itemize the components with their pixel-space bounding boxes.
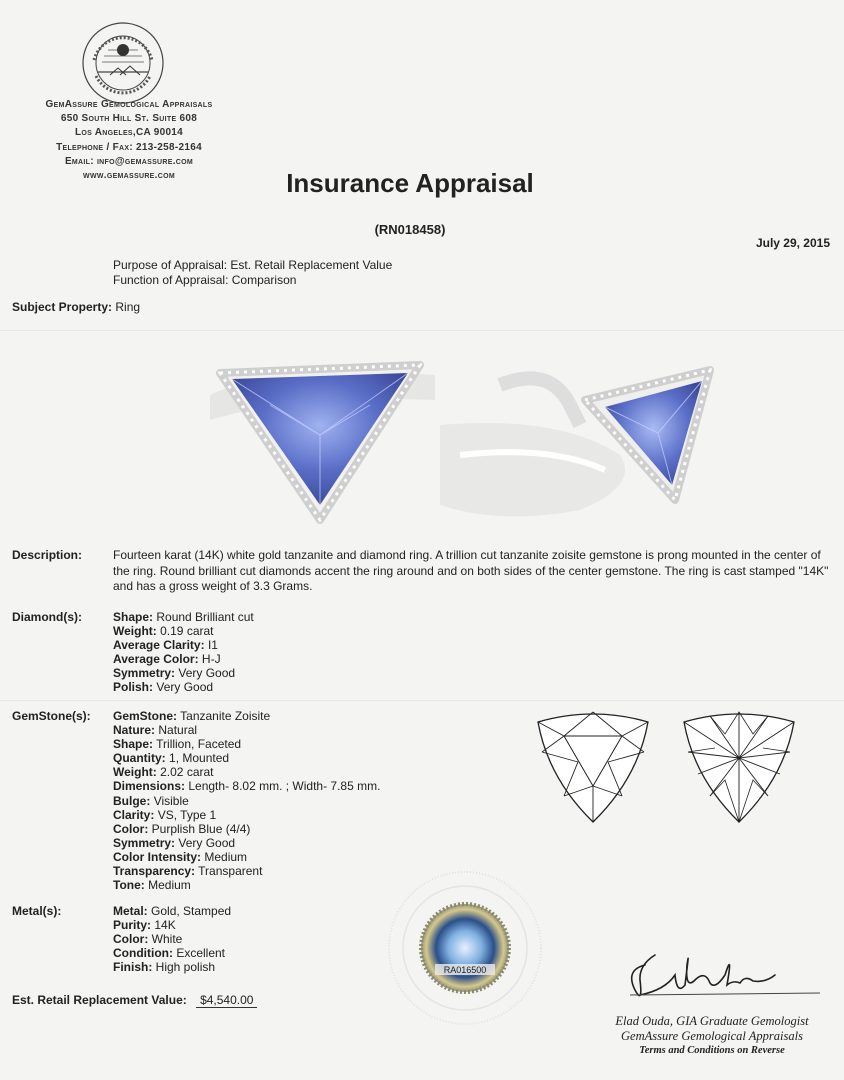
description-text: Fourteen karat (14K) white gold tanzanite and diamond ring. A trillion cut tanzanite zoisite gemstone is prong mounted in the center of the ring. Round brilliant cut diamonds accent the ring around and on both sides of the center gemstone. The ring is cast stamped "14K" and has a gross weight of 3.3 Grams. bbox=[113, 548, 829, 593]
value-label: Est. Retail Replacement Value: bbox=[12, 993, 187, 1007]
detail-row: Tone: Medium bbox=[113, 878, 191, 893]
document-title: Insurance Appraisal bbox=[286, 168, 534, 198]
subject-value: Ring bbox=[115, 300, 141, 314]
purpose-of-appraisal: Purpose of Appraisal: Est. Retail Replacement Value bbox=[113, 258, 393, 272]
gemstone-details bbox=[113, 709, 380, 892]
description-label: Description: bbox=[12, 548, 83, 562]
detail-row: Quantity: 1, Mounted bbox=[113, 751, 230, 766]
detail-row: Polish: Very Good bbox=[113, 680, 214, 695]
email: Email: info@gemassure.com bbox=[64, 155, 194, 167]
address-line-2: Los Angeles,CA 90014 bbox=[74, 127, 184, 139]
subject-property bbox=[12, 300, 140, 314]
subject-label: Subject Property: bbox=[12, 300, 113, 314]
paper-fold bbox=[0, 330, 844, 332]
estimated-value bbox=[12, 993, 257, 1008]
detail-row: Bulge: Visible bbox=[113, 793, 189, 808]
function-of-appraisal: Function of Appraisal: Comparison bbox=[113, 273, 297, 287]
signatory-name: Elad Ouda, GIA Graduate Gemologist bbox=[615, 1014, 809, 1028]
diamonds-details bbox=[113, 610, 254, 695]
address-line-1: 650 South Hill St. Suite 608 bbox=[60, 113, 198, 125]
gemassure-logo bbox=[80, 20, 166, 106]
detail-row: Average Color: H-J bbox=[113, 652, 221, 667]
company-name: GemAssure Gemological Appraisals bbox=[45, 99, 213, 110]
detail-row: GemStone: Tanzanite Zoisite bbox=[113, 709, 271, 723]
metal-details bbox=[113, 904, 231, 974]
detail-row: Weight: 2.02 carat bbox=[113, 765, 214, 780]
seal-code: RA016500 bbox=[443, 965, 487, 975]
handwritten-signature bbox=[615, 935, 825, 1015]
reference-number: (RN018458) bbox=[374, 222, 446, 237]
detail-row: Symmetry: Very Good bbox=[113, 666, 236, 681]
signatory-org: GemAssure Gemological Appraisals bbox=[621, 1029, 803, 1043]
terms-note: Terms and Conditions on Reverse bbox=[639, 1045, 785, 1056]
detail-row: Purity: 14K bbox=[113, 918, 176, 933]
value-amount: $4,540.00 bbox=[196, 993, 257, 1008]
appraisal-date: July 29, 2015 bbox=[755, 236, 830, 250]
detail-row: Clarity: VS, Type 1 bbox=[113, 807, 217, 822]
diamonds-label: Diamond(s): bbox=[12, 610, 82, 624]
detail-row: Weight: 0.19 carat bbox=[113, 624, 214, 639]
purpose-block bbox=[113, 258, 392, 288]
detail-row: Shape: Round Brilliant cut bbox=[113, 610, 254, 624]
detail-row: Color Intensity: Medium bbox=[113, 849, 248, 864]
detail-row: Transparency: Transparent bbox=[113, 864, 263, 879]
signatory-block bbox=[594, 1014, 830, 1056]
gemstone-label: GemStone(s): bbox=[12, 709, 91, 723]
paper-fold bbox=[0, 700, 844, 702]
detail-row: Finish: High polish bbox=[113, 960, 216, 975]
trillion-crown-diagram bbox=[534, 708, 652, 826]
detail-row: Condition: Excellent bbox=[113, 946, 226, 961]
trillion-pavilion-diagram bbox=[680, 708, 798, 826]
detail-row: Nature: Natural bbox=[113, 723, 198, 738]
hologram-seal bbox=[385, 868, 545, 1028]
ring-photo-side bbox=[440, 345, 830, 535]
detail-row: Color: White bbox=[113, 932, 183, 947]
detail-row: Average Clarity: I1 bbox=[113, 638, 218, 653]
detail-row: Metal: Gold, Stamped bbox=[113, 904, 232, 918]
phone: Telephone / Fax: 213-258-2164 bbox=[56, 141, 202, 153]
detail-row: Dimensions: Length- 8.02 mm. ; Width- 7.85 mm. bbox=[113, 779, 381, 794]
detail-row: Color: Purplish Blue (4/4) bbox=[113, 821, 251, 836]
detail-row: Symmetry: Very Good bbox=[113, 835, 236, 850]
metal-label: Metal(s): bbox=[12, 904, 62, 918]
detail-row: Shape: Trillion, Faceted bbox=[113, 737, 242, 752]
website: www.gemassure.com bbox=[83, 170, 175, 182]
ring-photo-front bbox=[210, 345, 435, 535]
